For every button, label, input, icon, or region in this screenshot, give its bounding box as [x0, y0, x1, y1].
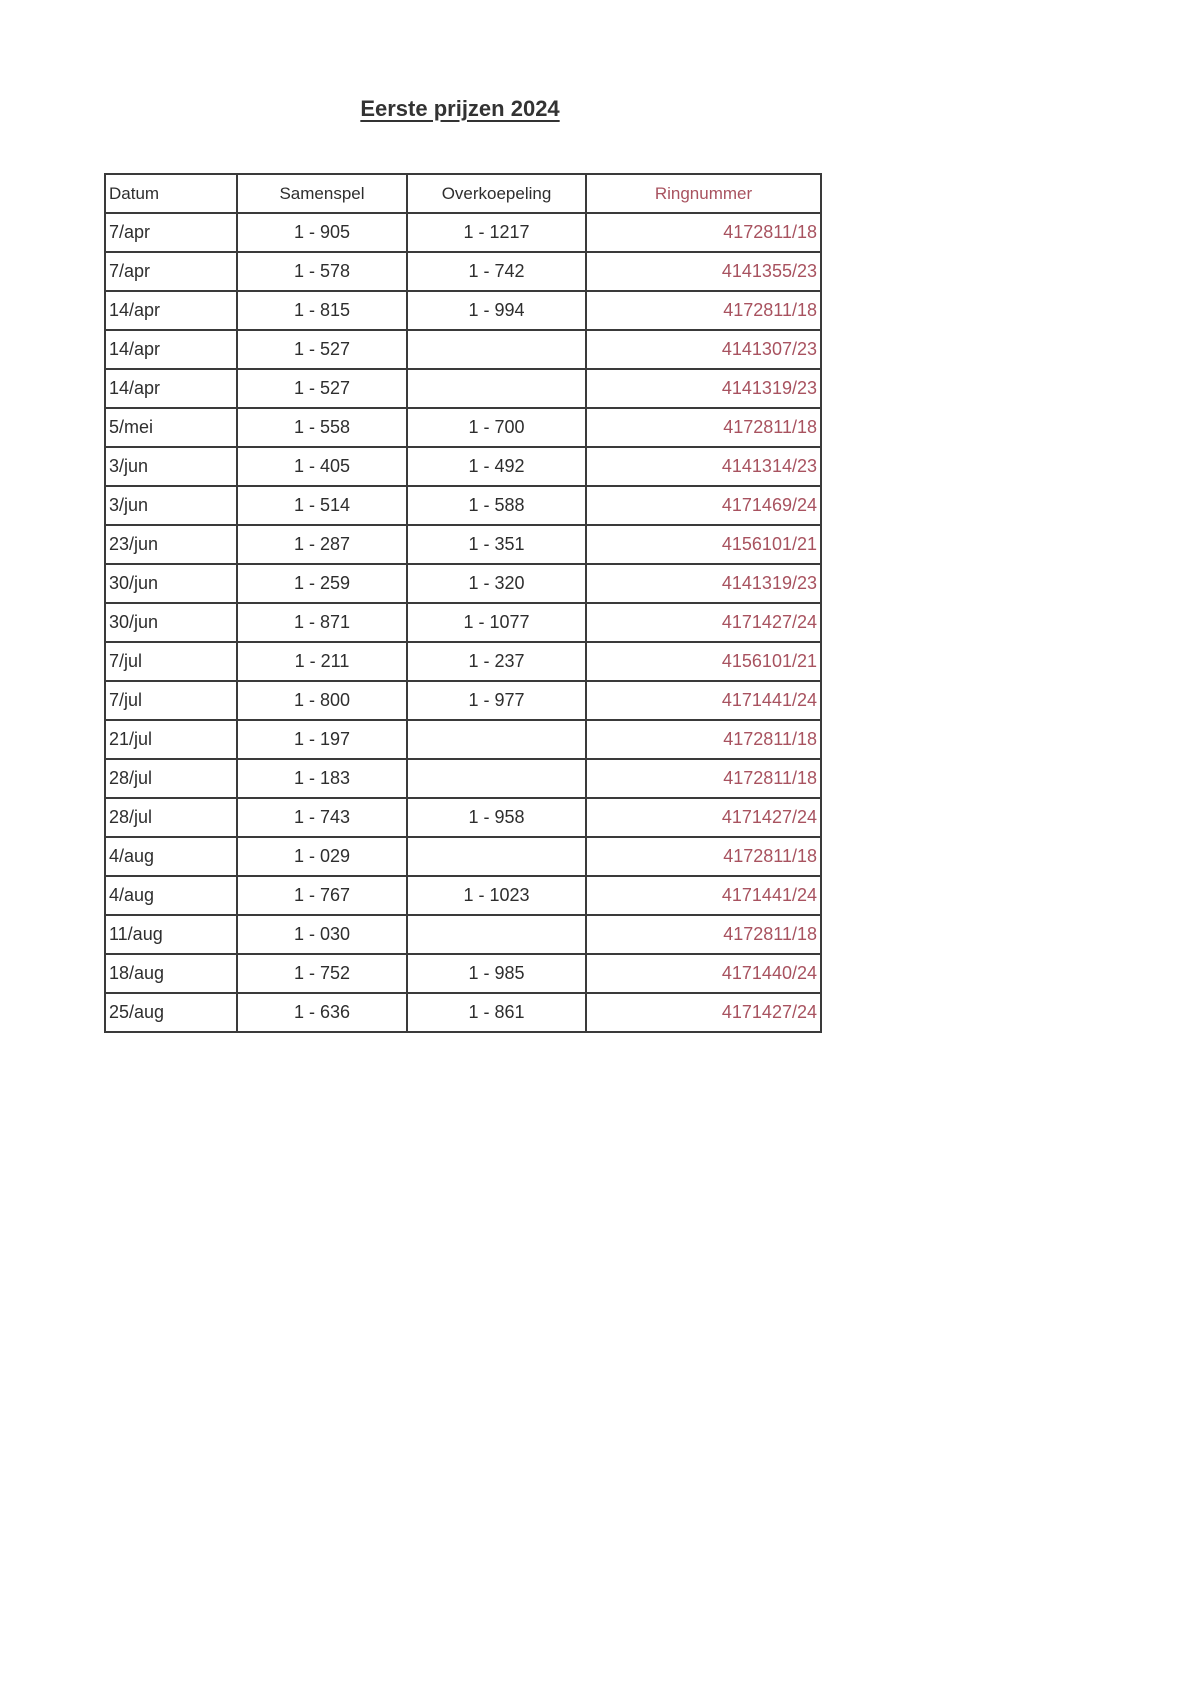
cell-overkoepeling: 1 - 994 — [407, 291, 586, 330]
cell-overkoepeling: 1 - 1217 — [407, 213, 586, 252]
column-header-samenspel: Samenspel — [237, 174, 407, 213]
cell-ringnummer: 4172811/18 — [586, 720, 821, 759]
table-row — [105, 798, 821, 837]
table-row — [105, 915, 821, 954]
cell-samenspel: 1 - 527 — [237, 369, 407, 408]
cell-datum: 14/apr — [105, 291, 237, 330]
table-row — [105, 603, 821, 642]
cell-samenspel: 1 - 743 — [237, 798, 407, 837]
table-row — [105, 564, 821, 603]
cell-datum: 5/mei — [105, 408, 237, 447]
cell-ringnummer: 4141355/23 — [586, 252, 821, 291]
cell-datum: 7/jul — [105, 642, 237, 681]
cell-ringnummer: 4171441/24 — [586, 681, 821, 720]
cell-overkoepeling: 1 - 1077 — [407, 603, 586, 642]
cell-datum: 28/jul — [105, 798, 237, 837]
cell-overkoepeling — [407, 330, 586, 369]
cell-samenspel: 1 - 905 — [237, 213, 407, 252]
cell-samenspel: 1 - 197 — [237, 720, 407, 759]
table-row — [105, 213, 821, 252]
cell-samenspel: 1 - 578 — [237, 252, 407, 291]
cell-overkoepeling: 1 - 985 — [407, 954, 586, 993]
table-body — [105, 213, 821, 1032]
cell-samenspel: 1 - 030 — [237, 915, 407, 954]
cell-overkoepeling: 1 - 237 — [407, 642, 586, 681]
column-header-ringnummer: Ringnummer — [586, 174, 821, 213]
cell-ringnummer: 4172811/18 — [586, 213, 821, 252]
cell-samenspel: 1 - 815 — [237, 291, 407, 330]
cell-datum: 3/jun — [105, 486, 237, 525]
cell-overkoepeling: 1 - 742 — [407, 252, 586, 291]
table-row — [105, 759, 821, 798]
table-row — [105, 837, 821, 876]
cell-datum: 14/apr — [105, 369, 237, 408]
cell-datum: 30/jun — [105, 564, 237, 603]
cell-ringnummer: 4171440/24 — [586, 954, 821, 993]
cell-samenspel: 1 - 871 — [237, 603, 407, 642]
cell-datum: 14/apr — [105, 330, 237, 369]
table-row — [105, 291, 821, 330]
cell-ringnummer: 4171441/24 — [586, 876, 821, 915]
table-row — [105, 330, 821, 369]
cell-overkoepeling — [407, 720, 586, 759]
cell-datum: 3/jun — [105, 447, 237, 486]
table-row — [105, 525, 821, 564]
table-row — [105, 993, 821, 1032]
cell-datum: 7/apr — [105, 252, 237, 291]
cell-overkoepeling: 1 - 958 — [407, 798, 586, 837]
cell-overkoepeling — [407, 369, 586, 408]
cell-samenspel: 1 - 800 — [237, 681, 407, 720]
table-row — [105, 642, 821, 681]
cell-ringnummer: 4141314/23 — [586, 447, 821, 486]
cell-datum: 28/jul — [105, 759, 237, 798]
cell-datum: 18/aug — [105, 954, 237, 993]
table-row — [105, 876, 821, 915]
cell-ringnummer: 4171427/24 — [586, 798, 821, 837]
cell-overkoepeling — [407, 759, 586, 798]
cell-samenspel: 1 - 527 — [237, 330, 407, 369]
table-row — [105, 447, 821, 486]
cell-samenspel: 1 - 287 — [237, 525, 407, 564]
cell-samenspel: 1 - 767 — [237, 876, 407, 915]
cell-samenspel: 1 - 183 — [237, 759, 407, 798]
cell-samenspel: 1 - 558 — [237, 408, 407, 447]
cell-samenspel: 1 - 752 — [237, 954, 407, 993]
table-row — [105, 486, 821, 525]
table-row — [105, 408, 821, 447]
cell-samenspel: 1 - 029 — [237, 837, 407, 876]
cell-overkoepeling: 1 - 351 — [407, 525, 586, 564]
table-row — [105, 720, 821, 759]
cell-samenspel: 1 - 636 — [237, 993, 407, 1032]
cell-ringnummer: 4172811/18 — [586, 837, 821, 876]
cell-overkoepeling: 1 - 700 — [407, 408, 586, 447]
cell-ringnummer: 4171469/24 — [586, 486, 821, 525]
cell-overkoepeling: 1 - 1023 — [407, 876, 586, 915]
cell-samenspel: 1 - 259 — [237, 564, 407, 603]
page-title: Eerste prijzen 2024 — [360, 96, 560, 121]
cell-samenspel: 1 - 211 — [237, 642, 407, 681]
table-header — [105, 174, 821, 213]
column-header-datum: Datum — [105, 174, 237, 213]
column-header-overkoepeling: Overkoepeling — [407, 174, 586, 213]
header-row — [105, 174, 821, 213]
cell-ringnummer: 4171427/24 — [586, 993, 821, 1032]
cell-datum: 4/aug — [105, 876, 237, 915]
cell-ringnummer: 4172811/18 — [586, 915, 821, 954]
cell-ringnummer: 4141319/23 — [586, 369, 821, 408]
cell-datum: 23/jun — [105, 525, 237, 564]
cell-ringnummer: 4171427/24 — [586, 603, 821, 642]
cell-overkoepeling: 1 - 588 — [407, 486, 586, 525]
cell-ringnummer: 4141307/23 — [586, 330, 821, 369]
prize-table — [104, 173, 822, 1033]
cell-datum: 7/apr — [105, 213, 237, 252]
cell-ringnummer: 4156101/21 — [586, 525, 821, 564]
cell-datum: 7/jul — [105, 681, 237, 720]
table-row — [105, 681, 821, 720]
cell-datum: 4/aug — [105, 837, 237, 876]
table-row — [105, 954, 821, 993]
cell-overkoepeling: 1 - 492 — [407, 447, 586, 486]
cell-ringnummer: 4172811/18 — [586, 291, 821, 330]
cell-ringnummer: 4156101/21 — [586, 642, 821, 681]
cell-datum: 25/aug — [105, 993, 237, 1032]
cell-datum: 21/jul — [105, 720, 237, 759]
cell-samenspel: 1 - 514 — [237, 486, 407, 525]
cell-ringnummer: 4141319/23 — [586, 564, 821, 603]
cell-datum: 11/aug — [105, 915, 237, 954]
cell-overkoepeling — [407, 915, 586, 954]
cell-ringnummer: 4172811/18 — [586, 408, 821, 447]
cell-overkoepeling: 1 - 977 — [407, 681, 586, 720]
cell-overkoepeling — [407, 837, 586, 876]
cell-samenspel: 1 - 405 — [237, 447, 407, 486]
table-row — [105, 369, 821, 408]
cell-datum: 30/jun — [105, 603, 237, 642]
table-row — [105, 252, 821, 291]
cell-overkoepeling: 1 - 320 — [407, 564, 586, 603]
cell-overkoepeling: 1 - 861 — [407, 993, 586, 1032]
cell-ringnummer: 4172811/18 — [586, 759, 821, 798]
